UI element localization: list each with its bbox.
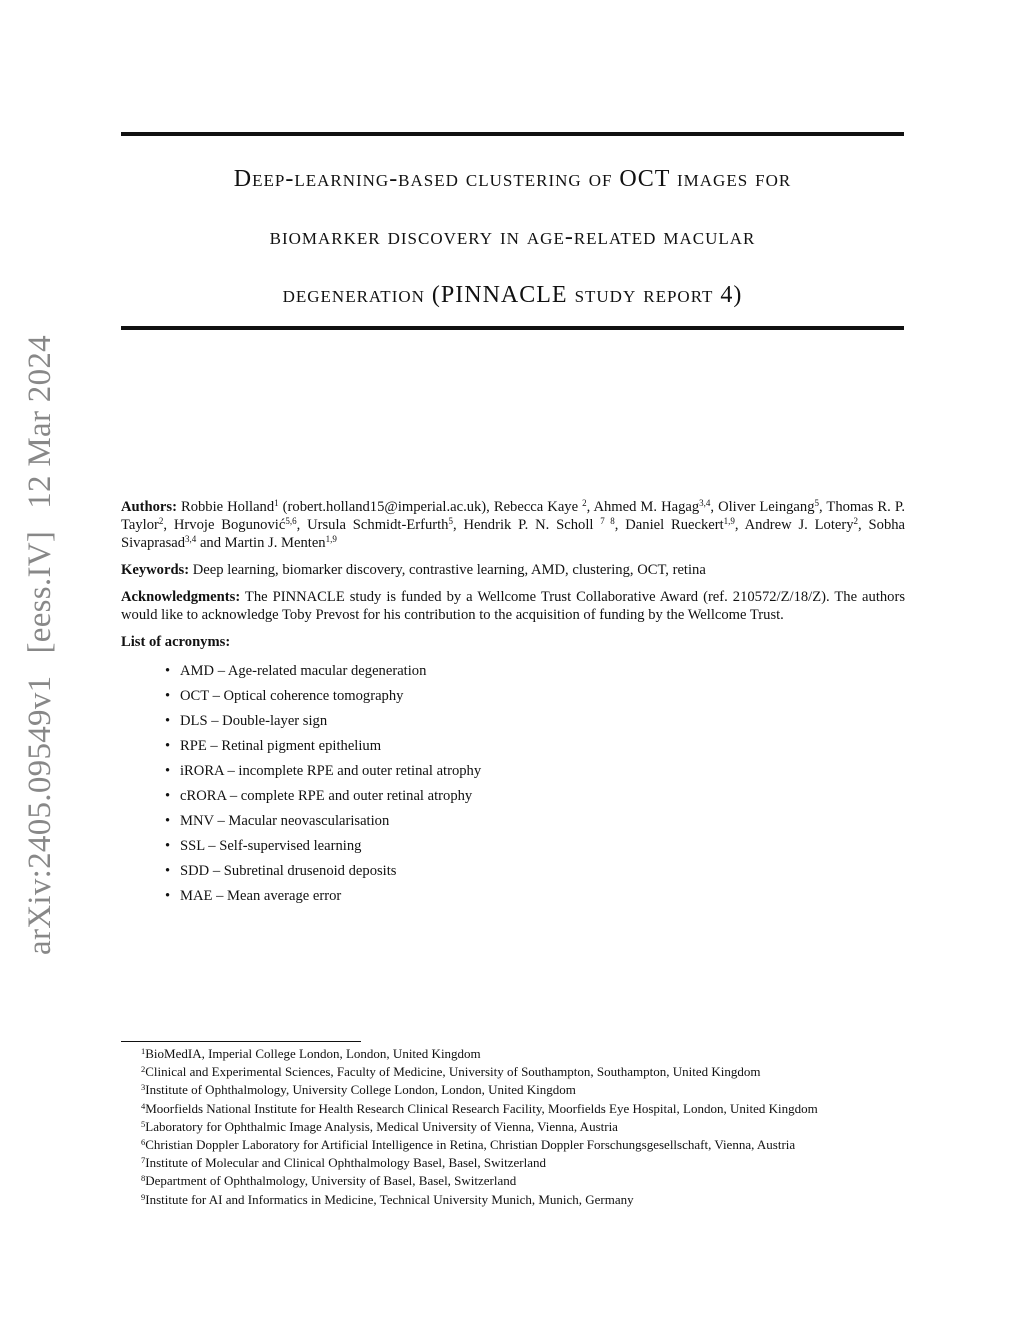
footnote-number: 4 [141,1100,146,1111]
acronym-item: • MNV – Macular neovascularisation [165,809,905,834]
footnote-text: Department of Ophthalmology, University of Basel, Basel, Switzerland [145,1173,517,1189]
footnote-number: 6 [141,1137,146,1148]
author-affiliation: 3,4 [699,498,711,508]
author-affiliation: 1,9 [723,516,735,526]
title-line: Deep-learning-based clustering of OCT images for [233,166,792,192]
author-separator: , [614,517,626,533]
acronym-list [121,659,905,909]
author-name: Andrew J. Lotery [744,517,854,533]
acronym-item: • cRORA – complete RPE and outer retinal atrophy [165,784,905,809]
acronym-item: • DLS – Double-layer sign [165,709,905,734]
footnote-text: Institute of Molecular and Clinical Ophthalmology Basel, Basel, Switzerland [145,1155,546,1171]
footnote-number: 1 [141,1046,146,1056]
arxiv-stamp [22,313,59,955]
title-line: biomarker discovery in age-related macular [269,224,756,250]
acronym-item: • AMD – Age-related macular degeneration [165,659,905,684]
author-separator: , [734,517,745,533]
author-name: Rebecca Kaye [493,499,583,515]
author-separator: , [819,499,827,515]
author-name: Ahmed M. Hagag [593,499,700,515]
paper-title [121,150,904,324]
footnote [141,1172,921,1190]
front-matter [121,498,905,909]
author-name: Oliver Leingang [718,499,815,515]
author-affiliation: 2 [853,516,859,526]
title-rule-top [121,132,904,136]
arxiv-category: [eess.IV] [22,530,58,654]
acknowledgments-paragraph [121,588,905,624]
footnote-number: 8 [141,1173,146,1184]
authors-label: Authors: [121,499,177,515]
footnote [141,1081,921,1099]
acknowledgments-text: The PINNACLE study is funded by a Wellcome Trust Collaborative Award (ref. 210572/Z/18/Z). The authors would like to acknowledge Toby Prevost for his contribution to the acquisition of funding by the Wellcome Trust. [121,589,906,623]
author-separator: , [710,499,719,515]
acronyms-title: List of acronyms: [121,634,231,650]
footnote-text: Moorfields National Institute for Health Research Clinical Research Facility, Moorfields Eye Hospital, London, United Kingdom [145,1100,818,1116]
footnote-text: Institute of Ophthalmology, University College London, London, United Kingdom [145,1082,576,1098]
arxiv-date: 12 Mar 2024 [22,335,58,509]
author-affiliation: 5,6 [285,516,297,526]
author-affiliation: 5 [448,516,453,526]
author-name: Sobha Sivaprasad [121,517,906,551]
author-separator: , [452,517,464,533]
footnote [141,1045,921,1063]
author-affiliation: 2 [582,498,587,508]
author-name: Hendrik P. N. Scholl [463,517,601,533]
footnote [141,1191,921,1209]
footnote-text: Christian Doppler Laboratory for Artificial Intelligence in Retina, Christian Doppler Forschungsgesellschaft, Vienna, Austria [145,1137,796,1153]
keywords-text: Deep learning, biomarker discovery, contrastive learning, AMD, clustering, OCT, retina [192,562,706,578]
footnote-text: Clinical and Experimental Sciences, Faculty of Medicine, University of Southampton, Southampton, United Kingdom [145,1064,761,1080]
footnote [141,1136,921,1154]
footnote [141,1100,921,1118]
footnote-number: 9 [141,1191,146,1202]
title-line: degeneration (PINNACLE study report 4) [282,282,743,308]
author-affiliation: 5 [814,498,819,508]
affiliation-footnotes [141,1045,921,1209]
author-separator: , [296,517,308,533]
author-email: (robert.holland15@imperial.ac.uk) [282,499,487,515]
footnote-text: Laboratory for Ophthalmic Image Analysis, Medical University of Vienna, Vienna, Austria [145,1118,618,1134]
arxiv-id: arXiv:2405.09549v1 [22,675,58,955]
acknowledgments-label: Acknowledgments: [121,589,241,605]
author-separator: and [196,535,225,551]
acronym-item: • OCT – Optical coherence tomography [165,684,905,709]
author-name: Daniel Rueckert [625,517,724,533]
author-separator: , [586,499,594,515]
acronym-item: • SDD – Subretinal drusenoid deposits [165,859,905,884]
footnote-text: Institute for AI and Informatics in Medicine, Technical University Munich, Munich, Germany [145,1191,634,1207]
author-affiliation: 1 [274,498,279,508]
author-name: Thomas R. P. Taylor [121,499,905,533]
keywords-paragraph [121,561,905,579]
footnote [141,1154,921,1172]
author-name: Robbie Holland [180,499,275,515]
author-affiliation: 2 [158,516,164,526]
author-affiliation: 7 8 [600,516,615,526]
author-name: Martin J. Menten [224,535,326,551]
author-separator: , [486,499,494,515]
footnote [141,1063,921,1081]
authors-paragraph [121,498,905,552]
acronym-item: • iRORA – incomplete RPE and outer retinal atrophy [165,759,905,784]
footnote-text: BioMedIA, Imperial College London, London, United Kingdom [145,1046,481,1061]
author-separator: , [163,517,174,533]
footnote-number: 7 [141,1155,146,1166]
author-list [121,499,905,551]
acronym-item: • SSL – Self-supervised learning [165,834,905,859]
author-separator: , [858,517,869,533]
acronym-item: • RPE – Retinal pigment epithelium [165,734,905,759]
title-rule-bottom [121,326,904,330]
author-name: Hrvoje Bogunović [173,517,286,533]
footnote [141,1118,921,1136]
author-affiliation: 3,4 [185,534,197,544]
keywords-label: Keywords: [121,562,190,578]
author-name: Ursula Schmidt-Erfurth [307,517,449,533]
footnote-number: 5 [141,1118,146,1129]
footnote-number: 3 [141,1082,146,1093]
author-affiliation: 1,9 [325,534,337,544]
footnote-rule [121,1041,361,1042]
footnote-number: 2 [141,1064,146,1075]
acronym-item: • MAE – Mean average error [165,884,905,909]
